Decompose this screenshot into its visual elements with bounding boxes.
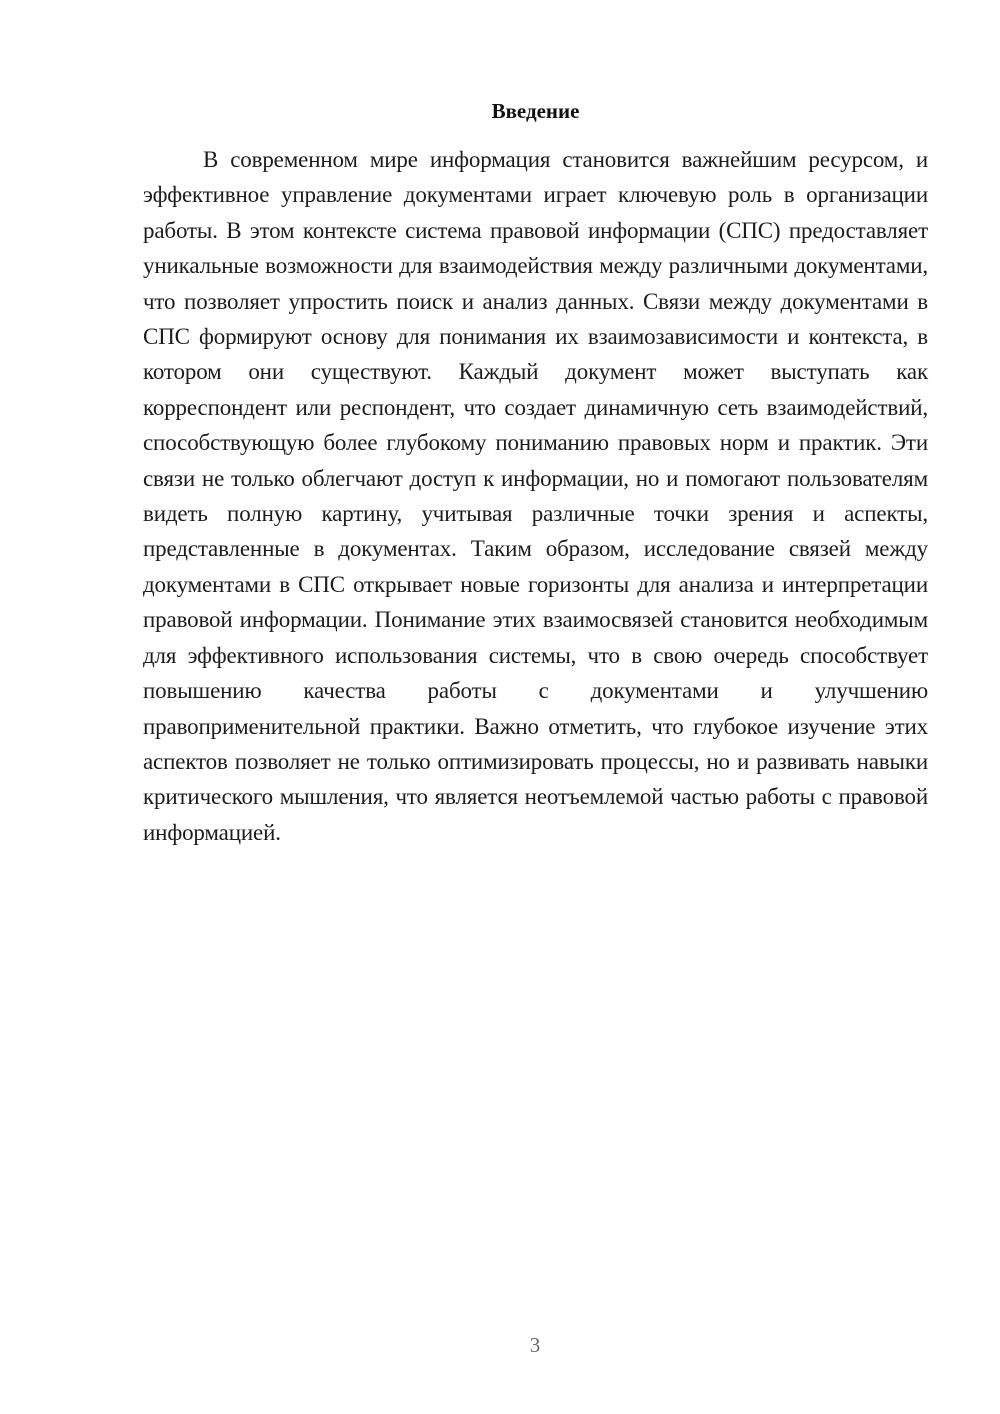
page-number: 3 [529,1333,541,1357]
section-title: Введение [491,99,580,123]
body-paragraph: В современном мире информация становится важнейшим ресурсом, и эффективное управление документами играет ключевую роль в организации работы. В этом контексте система правовой информации (СПС) предоставляет уникальные возможности для взаимодействия между различными документами, что позволяет упростить поиск и анализ данных. Связи между документами в СПС формируют основу для понимания их взаимозависимости и контекста, в котором они существуют. Каждый документ может выступать как корреспондент или респондент, что создает динамичную сеть взаимодействий, способствующую более глубокому пониманию правовых норм и практик. Эти связи не только облегчают доступ к информации, но и помогают пользователям видеть полную картину, учитывая различные точки зрения и аспекты, представленные в документах. Таким образом, исследование связей между документами в СПС открывает новые горизонты для анализа и интерпретации правовой информации. Понимание этих взаимосвязей становится необходимым для эффективного использования системы, что в свою очередь способствует повышению качества работы с документами и улучшению правоприменительной практики. Важно отметить, что глубокое изучение этих аспектов позволяет не только оптимизировать процессы, но и развивать навыки критического мышления, что является неотъемлемой частью работы с правовой информацией. [143,147,928,845]
